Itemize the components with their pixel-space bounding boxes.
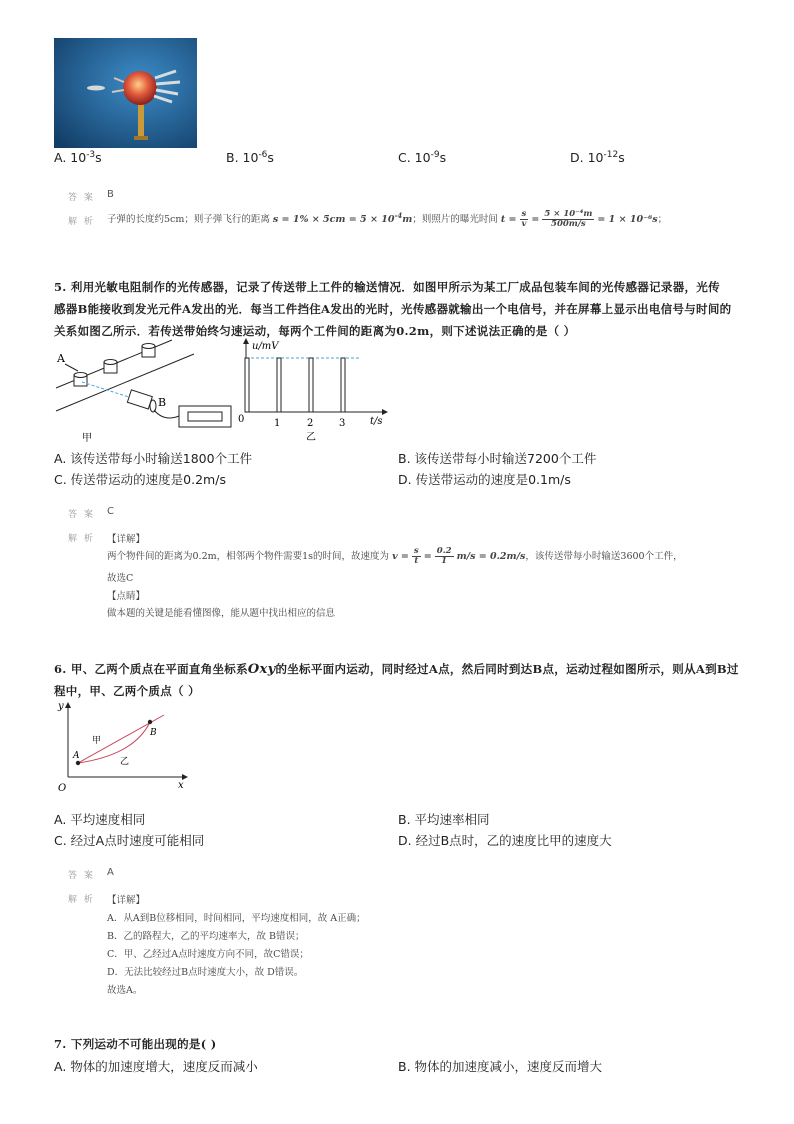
q6-stem-line2: 程中，甲、乙两个质点（ ） bbox=[54, 684, 200, 698]
q5-tick-2: 2 bbox=[307, 418, 314, 429]
q4-sol-result: = 1 × 10⁻⁶s bbox=[597, 214, 658, 225]
q5-sol-a: 两个物件间的距离为0.2m，相邻两个物件需要1s的时间，故速度为 bbox=[107, 551, 390, 562]
q4-option-b-label: B. 10 bbox=[226, 150, 259, 166]
q4-option-b[interactable] bbox=[226, 150, 274, 165]
q4-sol-mid: ；则照片的曝光时间 bbox=[412, 214, 498, 225]
q6-answer-label: 答 案 bbox=[68, 871, 95, 881]
q5-sol-v: v = bbox=[392, 551, 409, 562]
q4-option-a-exp: -3 bbox=[86, 150, 96, 160]
q6-solution-line-b: B．乙的路程大，乙的平均速率大，故 B错误； bbox=[107, 931, 305, 942]
q5-fig-label-a: A bbox=[57, 352, 65, 365]
q4-sol-eq1: s = 1% × 5cm = 5 × 10 bbox=[272, 214, 395, 225]
q7-option-a[interactable]: A. 物体的加速度增大，速度反而减小 bbox=[54, 1059, 258, 1074]
q5-detail-heading: 【详解】 bbox=[107, 534, 146, 545]
q4-frac1-den: v bbox=[521, 219, 527, 229]
q5-stem-line3: 关系如图乙所示．若传送带始终匀速运动，每两个工件间的距离为0.2m，则下述说法正确的是（ ） bbox=[54, 324, 576, 338]
q5-frac1-den: t bbox=[414, 556, 419, 566]
q4-frac2-num: 5 × 10⁻⁴m bbox=[544, 209, 593, 219]
q5-comment-text: 做本题的关键是能看懂图像，能从题中找出相应的信息 bbox=[107, 608, 336, 619]
bullet-apple-photo bbox=[54, 38, 197, 148]
q5-fig-label-b: B bbox=[158, 396, 167, 409]
q5-sol-eq: = bbox=[423, 551, 432, 562]
q6-analysis-label: 解 析 bbox=[68, 895, 95, 905]
q5-fraction-st bbox=[412, 547, 421, 566]
q4-analysis-label: 解 析 bbox=[68, 217, 95, 227]
q5-figure-jia bbox=[54, 338, 239, 446]
q4-solution bbox=[107, 210, 667, 229]
q4-sol-eq: = bbox=[531, 214, 540, 225]
q4-answer-label: 答 案 bbox=[68, 193, 95, 203]
q4-option-c[interactable] bbox=[398, 150, 446, 165]
q5-analysis-label: 解 析 bbox=[68, 534, 95, 544]
q4-sol-eq1-exp: -4 bbox=[394, 210, 403, 220]
q5-frac2-den: 1 bbox=[441, 556, 448, 566]
q4-fraction-sv bbox=[520, 210, 529, 229]
q5-figure-yi bbox=[236, 338, 391, 450]
q4-option-d[interactable] bbox=[570, 150, 625, 165]
q5-stem-line2: 感器B能接收到发光元件A发出的光．每当工件挡住A发出的光时，光传感器就输出一个电信号，并在屏幕上显示出电信号与时间的 bbox=[54, 302, 732, 316]
q6-solution-line-d: D．无法比较经过B点时速度大小，故 D错误。 bbox=[107, 967, 304, 978]
q4-option-d-exp: -12 bbox=[603, 150, 619, 160]
q5-stem-line1: 5. 利用光敏电阻制作的光传感器，记录了传送带上工件的输送情况．如图甲所示为某工厂成品包装车间的光传感器记录器，光传 bbox=[54, 280, 720, 294]
q4-sol-eq1-unit: m bbox=[402, 214, 413, 225]
q5-answer-label: 答 案 bbox=[68, 510, 95, 520]
q4-option-c-exp: -9 bbox=[430, 150, 440, 160]
q7-option-b[interactable]: B. 物体的加速度减小，速度反而增大 bbox=[398, 1059, 603, 1074]
q4-option-b-exp: -6 bbox=[258, 150, 268, 160]
q6-option-a[interactable]: A. 平均速度相同 bbox=[54, 812, 146, 827]
q6-x-label: x bbox=[178, 780, 184, 791]
q4-answer: B bbox=[107, 189, 114, 200]
q4-option-d-label: D. 10 bbox=[570, 150, 604, 166]
q6-y-label: y bbox=[58, 701, 64, 712]
q5-frac2-num: 0.2 bbox=[436, 546, 452, 556]
q4-option-a-label: A. 10 bbox=[54, 150, 87, 166]
q6-option-d[interactable]: D. 经过B点时，乙的速度比甲的速度大 bbox=[398, 833, 612, 848]
q5-comment-heading: 【点睛】 bbox=[107, 591, 146, 602]
q6-solution-line-e: 故选A。 bbox=[107, 985, 143, 996]
q6-point-b: B bbox=[150, 728, 157, 738]
q6-origin: O bbox=[58, 783, 67, 794]
q4-option-c-unit: s bbox=[439, 150, 447, 166]
q5-sol-b: ，该传送带每小时输送3600个工件， bbox=[525, 551, 683, 562]
q6-stem-oxy: Oxy bbox=[247, 662, 276, 677]
q7-stem: 7. 下列运动不可能出现的是( ) bbox=[54, 1037, 217, 1051]
q6-stem-line1 bbox=[54, 661, 739, 677]
q5-x-axis-label: t/s bbox=[370, 416, 383, 427]
q4-fraction-values bbox=[542, 210, 594, 229]
q5-option-c[interactable]: C. 传送带运动的速度是0.2m/s bbox=[54, 472, 226, 487]
q5-fraction-values bbox=[435, 547, 454, 566]
q5-sol-res: m/s = 0.2m/s bbox=[456, 551, 526, 562]
q6-option-b[interactable]: B. 平均速率相同 bbox=[398, 812, 490, 827]
q4-sol-end: ； bbox=[657, 214, 668, 225]
q5-y-axis-label: u/mV bbox=[252, 341, 279, 352]
q6-point-a: A bbox=[73, 751, 80, 761]
q4-frac2-den: 500m/s bbox=[551, 219, 586, 229]
q6-label-jia: 甲 bbox=[92, 736, 102, 746]
q5-frac1-num: s bbox=[413, 546, 419, 556]
q6-figure bbox=[54, 697, 194, 803]
q4-sol-t: t = bbox=[500, 214, 517, 225]
q6-option-c[interactable]: C. 经过A点时速度可能相同 bbox=[54, 833, 205, 848]
q5-solution-line1 bbox=[107, 547, 683, 566]
q5-fig-caption-yi: 乙 bbox=[306, 432, 316, 443]
q5-option-a[interactable]: A. 该传送带每小时输送1800个工件 bbox=[54, 451, 253, 466]
q5-solution-line2: 故选C bbox=[107, 573, 134, 584]
q4-option-a-unit: s bbox=[95, 150, 102, 166]
q5-origin: 0 bbox=[238, 414, 245, 425]
q5-option-b[interactable]: B. 该传送带每小时输送7200个工件 bbox=[398, 451, 597, 466]
q4-option-d-unit: s bbox=[618, 150, 625, 166]
q6-label-yi: 乙 bbox=[120, 757, 130, 767]
q4-option-b-unit: s bbox=[267, 150, 274, 166]
q6-stem-part2: 的坐标平面内运动，同时经过A点，然后同时到达B点，运动过程如图所示，则从A到B过 bbox=[275, 662, 739, 676]
q4-frac1-num: s bbox=[521, 209, 527, 219]
q5-tick-3: 3 bbox=[339, 418, 346, 429]
q6-detail-heading: 【详解】 bbox=[107, 895, 146, 906]
q6-solution-line-c: C．甲、乙经过A点时速度方向不同，故C错误； bbox=[107, 949, 309, 960]
q6-solution-line-a: A．从A到B位移相同，时间相同，平均速度相同，故 A正确； bbox=[107, 913, 366, 924]
q6-answer: A bbox=[107, 867, 114, 878]
q6-stem-part1: 6. 甲、乙两个质点在平面直角坐标系 bbox=[54, 662, 248, 676]
q5-tick-1: 1 bbox=[274, 418, 281, 429]
q5-answer: C bbox=[107, 506, 114, 517]
q4-option-c-label: C. 10 bbox=[398, 150, 431, 166]
q4-sol-prefix: 子弹的长度约5cm；则子弹飞行的距离 bbox=[107, 214, 270, 225]
q4-option-a[interactable] bbox=[54, 150, 102, 165]
q5-option-d[interactable]: D. 传送带运动的速度是0.1m/s bbox=[398, 472, 571, 487]
q5-fig-caption-jia: 甲 bbox=[82, 433, 92, 444]
